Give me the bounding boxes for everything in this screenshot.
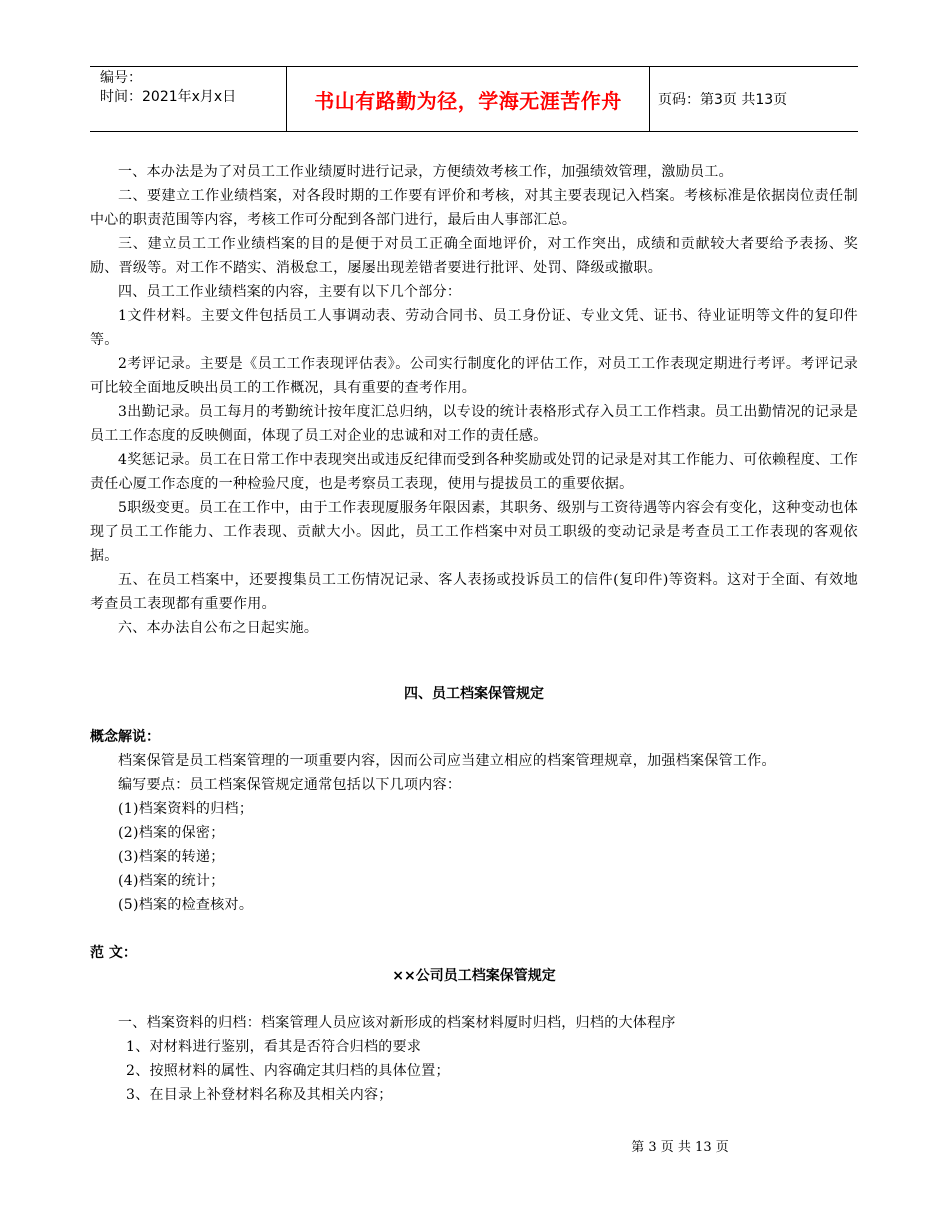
example-intro: 一、档案资料的归档：档案管理人员应该对新形成的档案材料厦时归档，归档的大体程序 bbox=[118, 1015, 676, 1031]
list-item: (2)档案的保密； bbox=[118, 825, 225, 841]
paragraph: 五、在员工档案中，还要搜集员工工伤情况记录、客人表扬或投诉员工的信件(复印件)等资料。这对于全面、有效地考查员工表现都有重要作用。 bbox=[90, 572, 858, 612]
paragraph: 四、员工工作业绩档案的内容，主要有以下几个部分： bbox=[118, 284, 462, 300]
example-label: 范 文： bbox=[90, 945, 137, 961]
page-footer: 第 3 页 共 13 页 bbox=[631, 1140, 729, 1155]
header-motto: 书山有路勤为径，学海无涯苦作舟 bbox=[286, 67, 650, 131]
list-item: (5)档案的检查核对。 bbox=[118, 897, 254, 913]
paragraph: 三、建立员工工作业绩档案的目的是便于对员工正确全面地评价，对工作突出，成绩和贡献较大者要给予表扬、奖励、晋级等。对工作不踏实、消极怠工，屡屡出现差错者要进行批评、处罚、降级或撤职。 bbox=[90, 236, 858, 276]
example-title: ××公司员工档案保管规定 bbox=[392, 968, 556, 984]
page-header bbox=[90, 66, 858, 132]
procedure-step: 1、对材料进行鉴别，看其是否符合归档的要求 bbox=[126, 1039, 422, 1055]
document-number-label: 编号： bbox=[100, 70, 142, 86]
paragraph: 一、本办法是为了对员工工作业绩厦时进行记录，方便绩效考核工作，加强绩效管理，激励员工。 bbox=[118, 164, 733, 180]
paragraph: 二、要建立工作业绩档案，对各段时期的工作要有评价和考核，对其主要表现记入档案。考核标准是依据岗位责任制中心的职责范围等内容，考核工作可分配到各部门进行，最后由人事部汇总。 bbox=[90, 188, 858, 228]
paragraph: 六、本办法自公布之日起实施。 bbox=[118, 620, 319, 636]
section-title: 四、员工档案保管规定 bbox=[404, 686, 544, 702]
concept-label: 概念解说： bbox=[90, 729, 160, 745]
paragraph: 5职级变更。员工在工作中，由于工作表现厦服务年限因素，其职务、级别与工资待遇等内容会有变化，这种变动也体现了员工工作能力、工作表现、贡献大小。因此，员工工作档案中对员工职级的变动记录是考查员工工作表现的客观依据。 bbox=[90, 500, 858, 564]
document-time-label: 时间：2021年x月x日 bbox=[100, 89, 237, 105]
list-item: (4)档案的统计； bbox=[118, 873, 225, 889]
concept-line: 编写要点：员工档案保管规定通常包括以下几项内容： bbox=[118, 777, 462, 793]
paragraph: 2考评记录。主要是《员工工作表现评估表》。公司实行制度化的评估工作，对员工工作表现定期进行考评。考评记录可比较全面地反映出员工的工作概况，具有重要的查考作用。 bbox=[90, 356, 858, 396]
list-item: (3)档案的转递； bbox=[118, 849, 225, 865]
header-page-label: 页码：第3页 共13页 bbox=[658, 92, 788, 108]
paragraph: 4奖惩记录。员工在日常工作中表现突出或违反纪律而受到各种奖励或处罚的记录是对其工作能力、可依赖程度、工作责任心厦工作态度的一种检验尺度，也是考察员工表现，使用与提拔员工的重要依据。 bbox=[90, 452, 858, 492]
header-meta bbox=[90, 67, 286, 131]
procedure-step: 3、在目录上补登材料名称及其相关内容； bbox=[126, 1087, 393, 1103]
concept-line: 档案保管是员工档案管理的一项重要内容，因而公司应当建立相应的档案管理规章，加强档案保管工作。 bbox=[118, 753, 776, 769]
paragraph: 3出勤记录。员工每月的考勤统计按年度汇总归纳，以专设的统计表格形式存入员工工作档隶。员工出勤情况的记录是员工工作态度的反映侧面，体现了员工对企业的忠诚和对工作的责任感。 bbox=[90, 404, 858, 444]
list-item: (1)档案资料的归档； bbox=[118, 801, 254, 817]
document-body bbox=[90, 160, 858, 1107]
paragraph: 1文件材料。主要文件包括员工人事调动表、劳动合同书、员工身份证、专业文凭、证书、待业证明等文件的复印件等。 bbox=[90, 308, 858, 348]
procedure-step: 2、按照材料的属性、内容确定其归档的具体位置； bbox=[126, 1063, 450, 1079]
